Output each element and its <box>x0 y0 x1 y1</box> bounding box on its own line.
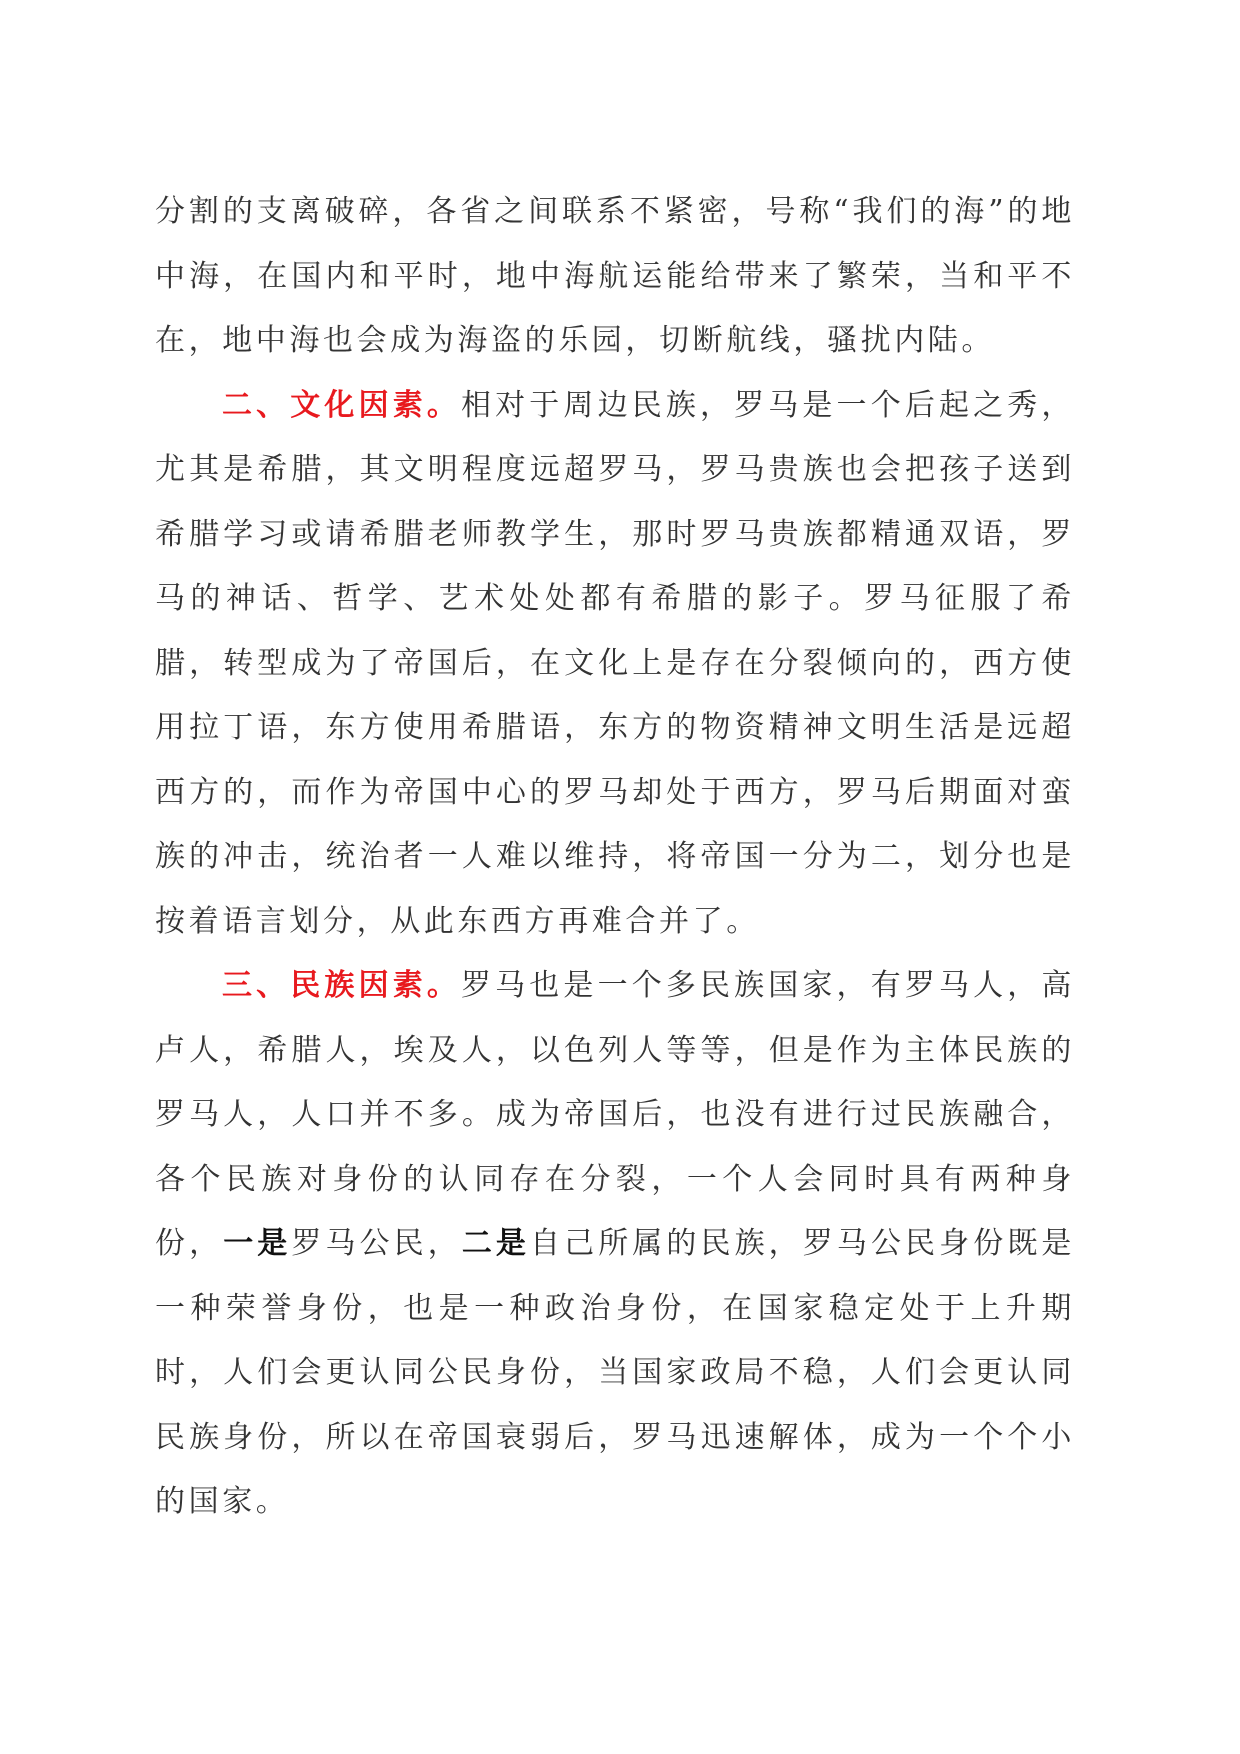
paragraph-ethnic-factors <box>155 954 1075 1535</box>
paragraph-text: 分割的支离破碎，各省之间联系不紧密，号称“我们的海”的地中海，在国内和平时，地中海航运能给带来了繁荣，当和平不在，地中海也会成为海盗的乐园，切断航线，骚扰内陆。 <box>155 194 1075 358</box>
paragraph-text: 罗马公民， <box>291 1226 462 1261</box>
paragraph-cultural-factors <box>155 374 1075 955</box>
paragraph-geography-continuation <box>155 180 1075 374</box>
paragraph-text: 自己所属的民族，罗马公民身份既是一种荣誉身份，也是一种政治身份，在国家稳定处于上升期时，人们会更认同公民身份，当国家政局不稳，人们会更认同民族身份，所以在帝国衰弱后，罗马迅速解体，成为一个个小的国家。 <box>155 1226 1076 1519</box>
paragraph-text: 罗马也是一个多民族国家，有罗马人，高卢人，希腊人，埃及人，以色列人等等，但是作为主体民族的罗马人，人口并不多。成为帝国后，也没有进行过民族融合，各个民族对身份的认同存在分裂，一个人会同时具有两种身份， <box>155 968 1075 1261</box>
paragraph-text: 相对于周边民族，罗马是一个后起之秀，尤其是希腊，其文明程度远超罗马，罗马贵族也会把孩子送到希腊学习或请希腊老师教学生，那时罗马贵族都精通双语，罗马的神话、哲学、艺术处处都有希腊的影子。罗马征服了希腊，转型成为了帝国后，在文化上是存在分裂倾向的，西方使用拉丁语，东方使用希腊语，东方的物资精神文明生活是远超西方的，而作为帝国中心的罗马却处于西方，罗马后期面对蛮族的冲击，统治者一人难以维持，将帝国一分为二，划分也是按着语言划分，从此东西方再难合并了。 <box>155 387 1075 939</box>
section-heading-ethnic: 三、民族因素。 <box>222 968 461 1003</box>
document-body <box>155 180 1075 1535</box>
bold-first: 一是 <box>223 1226 292 1261</box>
section-heading-cultural: 二、文化因素。 <box>222 387 461 423</box>
bold-second: 二是 <box>461 1226 531 1261</box>
